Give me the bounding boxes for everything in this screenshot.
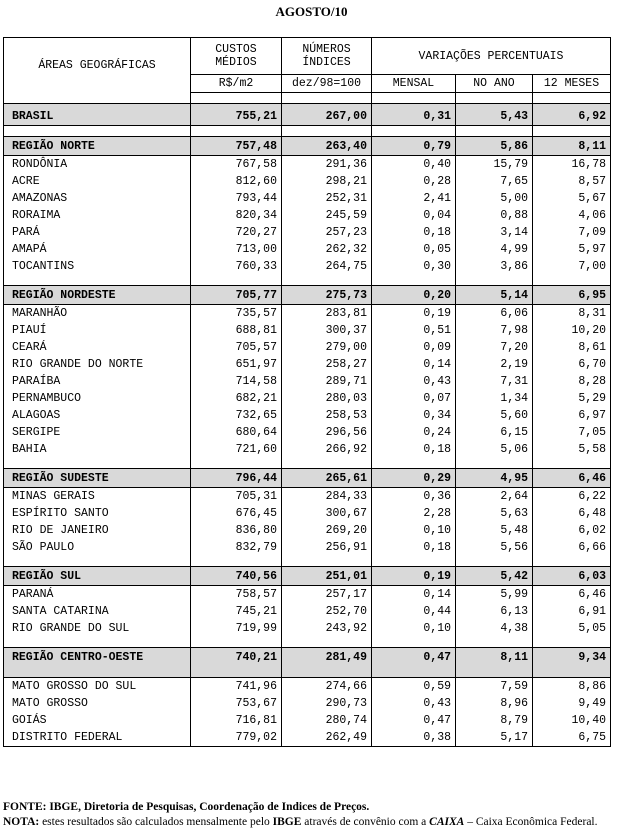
source-note: FONTE: IBGE, Diretoria de Pesquisas, Coordenação de Indices de Preços.: [3, 801, 370, 813]
spacer-row: [4, 126, 611, 137]
cell-indice: 291,36: [282, 156, 372, 174]
cell-mensal: 0,19: [372, 305, 456, 323]
cell-custo: 651,97: [191, 356, 282, 373]
cell-name: MARANHÃO: [4, 305, 191, 323]
spacer-row: [4, 93, 611, 104]
cell-indice: 296,56: [282, 424, 372, 441]
cell-name: BAHIA: [4, 441, 191, 458]
state-row: [4, 603, 611, 620]
cell-name: PARAÍBA: [4, 373, 191, 390]
cell-name: PIAUÍ: [4, 322, 191, 339]
methodology-note: NOTA: estes resultados são calculados mensalmente pelo IBGE através de convênio com a CAIXA – Caixa Econômica Federal.: [3, 816, 598, 828]
cell-name: SERGIPE: [4, 424, 191, 441]
cell-custo: 705,57: [191, 339, 282, 356]
cell-meses12: 7,09: [533, 224, 611, 241]
state-row: [4, 224, 611, 241]
cell-custo: 832,79: [191, 539, 282, 556]
cell-custo: 732,65: [191, 407, 282, 424]
cell-indice: 280,03: [282, 390, 372, 407]
header-numeros: NÚMEROS ÍNDICES: [282, 38, 372, 75]
cell-name: ALAGOAS: [4, 407, 191, 424]
cell-mensal: 0,18: [372, 539, 456, 556]
cell-ano: 7,98: [456, 322, 533, 339]
cell-custo: 676,45: [191, 505, 282, 522]
cell-indice: 262,49: [282, 729, 372, 747]
cell-meses12: 6,92: [533, 104, 611, 126]
cell-meses12: 9,49: [533, 695, 611, 712]
cell-indice: 284,33: [282, 488, 372, 506]
cell-name: ESPÍRITO SANTO: [4, 505, 191, 522]
cell-meses12: 8,86: [533, 678, 611, 696]
header-custos-unit: R$/m2: [191, 75, 282, 93]
cost-table: [3, 37, 611, 747]
cell-mensal: 0,18: [372, 441, 456, 458]
cell-custo: 753,67: [191, 695, 282, 712]
cell-name: DISTRITO FEDERAL: [4, 729, 191, 747]
cell-ano: 5,00: [456, 190, 533, 207]
cell-indice: 265,61: [282, 469, 372, 488]
cell-ano: 5,48: [456, 522, 533, 539]
cell-mensal: 0,38: [372, 729, 456, 747]
cell-mensal: 0,59: [372, 678, 456, 696]
cell-ano: 6,15: [456, 424, 533, 441]
cell-name: RORAIMA: [4, 207, 191, 224]
header-numeros-unit: dez/98=100: [282, 75, 372, 93]
cell-custo: 812,60: [191, 173, 282, 190]
cell-custo: 741,96: [191, 678, 282, 696]
cell-meses12: 6,03: [533, 567, 611, 586]
cell-ano: 5,63: [456, 505, 533, 522]
cell-custo: 680,64: [191, 424, 282, 441]
cell-meses12: 8,28: [533, 373, 611, 390]
cell-name: MATO GROSSO DO SUL: [4, 678, 191, 696]
cell-custo: 758,57: [191, 586, 282, 604]
cell-indice: 281,49: [282, 648, 372, 678]
cell-mensal: 0,79: [372, 137, 456, 156]
cell-name: BRASIL: [4, 104, 191, 126]
cell-custo: 755,21: [191, 104, 282, 126]
cell-ano: 8,11: [456, 648, 533, 678]
state-row: [4, 695, 611, 712]
region-total-row: [4, 567, 611, 586]
cell-indice: 280,74: [282, 712, 372, 729]
state-row: [4, 390, 611, 407]
cell-mensal: 0,44: [372, 603, 456, 620]
state-row: [4, 678, 611, 696]
cell-indice: 243,92: [282, 620, 372, 637]
cell-meses12: 8,31: [533, 305, 611, 323]
cell-ano: 8,96: [456, 695, 533, 712]
cell-name: REGIÃO SUL: [4, 567, 191, 586]
cell-mensal: 0,43: [372, 695, 456, 712]
cell-custo: 705,31: [191, 488, 282, 506]
cell-meses12: 6,97: [533, 407, 611, 424]
state-row: [4, 241, 611, 258]
cell-mensal: 0,51: [372, 322, 456, 339]
cell-name: AMAZONAS: [4, 190, 191, 207]
cell-mensal: 0,10: [372, 620, 456, 637]
cell-mensal: 0,19: [372, 567, 456, 586]
cell-custo: 767,58: [191, 156, 282, 174]
cell-name: RIO GRANDE DO SUL: [4, 620, 191, 637]
cell-indice: 258,53: [282, 407, 372, 424]
cell-mensal: 0,14: [372, 356, 456, 373]
cell-mensal: 0,34: [372, 407, 456, 424]
state-row: [4, 373, 611, 390]
cell-mensal: 0,36: [372, 488, 456, 506]
cell-ano: 5,60: [456, 407, 533, 424]
cell-mensal: 0,47: [372, 712, 456, 729]
cell-custo: 820,34: [191, 207, 282, 224]
state-row: [4, 305, 611, 323]
cell-name: REGIÃO CENTRO-OESTE: [4, 648, 191, 678]
state-row: [4, 207, 611, 224]
cell-indice: 251,01: [282, 567, 372, 586]
cell-ano: 3,86: [456, 258, 533, 275]
cell-name: GOIÁS: [4, 712, 191, 729]
cell-ano: 5,43: [456, 104, 533, 126]
cell-mensal: 0,30: [372, 258, 456, 275]
state-row: [4, 712, 611, 729]
cell-meses12: 6,02: [533, 522, 611, 539]
state-row: [4, 356, 611, 373]
cell-indice: 252,70: [282, 603, 372, 620]
page-title: AGOSTO/10: [275, 4, 348, 19]
state-row: [4, 258, 611, 275]
state-row: [4, 407, 611, 424]
cell-ano: 5,42: [456, 567, 533, 586]
cell-mensal: 0,43: [372, 373, 456, 390]
cell-ano: 4,38: [456, 620, 533, 637]
cell-custo: 740,21: [191, 648, 282, 678]
cell-indice: 283,81: [282, 305, 372, 323]
state-row: [4, 522, 611, 539]
cell-ano: 7,65: [456, 173, 533, 190]
cell-name: PERNAMBUCO: [4, 390, 191, 407]
cell-name: SÃO PAULO: [4, 539, 191, 556]
cell-custo: 760,33: [191, 258, 282, 275]
cell-name: MINAS GERAIS: [4, 488, 191, 506]
cell-custo: 757,48: [191, 137, 282, 156]
header-areas: ÁREAS GEOGRÁFICAS: [4, 38, 191, 93]
state-row: [4, 620, 611, 637]
cell-indice: 300,37: [282, 322, 372, 339]
region-total-row: [4, 286, 611, 305]
state-row: [4, 156, 611, 174]
spacer-row: [4, 556, 611, 567]
cell-mensal: 2,41: [372, 190, 456, 207]
cell-ano: 4,99: [456, 241, 533, 258]
state-row: [4, 586, 611, 604]
cell-name: SANTA CATARINA: [4, 603, 191, 620]
cell-indice: 257,23: [282, 224, 372, 241]
cell-ano: 4,95: [456, 469, 533, 488]
cell-meses12: 6,48: [533, 505, 611, 522]
cell-mensal: 0,20: [372, 286, 456, 305]
cell-ano: 0,88: [456, 207, 533, 224]
cell-ano: 7,20: [456, 339, 533, 356]
cell-meses12: 7,05: [533, 424, 611, 441]
header-12-meses: 12 MESES: [533, 75, 611, 93]
cell-mensal: 0,10: [372, 522, 456, 539]
brasil-row: [4, 104, 611, 126]
cell-ano: 5,06: [456, 441, 533, 458]
cell-name: REGIÃO NORDESTE: [4, 286, 191, 305]
cell-custo: 714,58: [191, 373, 282, 390]
state-row: [4, 441, 611, 458]
cell-indice: 290,73: [282, 695, 372, 712]
cell-name: REGIÃO SUDESTE: [4, 469, 191, 488]
header-no-ano: NO ANO: [456, 75, 533, 93]
cell-meses12: 6,66: [533, 539, 611, 556]
cell-indice: 264,75: [282, 258, 372, 275]
cell-ano: 2,64: [456, 488, 533, 506]
cell-name: RONDÔNIA: [4, 156, 191, 174]
cell-indice: 279,00: [282, 339, 372, 356]
cell-name: TOCANTINS: [4, 258, 191, 275]
state-row: [4, 173, 611, 190]
cell-mensal: 0,24: [372, 424, 456, 441]
cell-ano: 5,86: [456, 137, 533, 156]
cell-meses12: 8,11: [533, 137, 611, 156]
cell-name: RIO GRANDE DO NORTE: [4, 356, 191, 373]
cell-mensal: 0,18: [372, 224, 456, 241]
cell-ano: 5,99: [456, 586, 533, 604]
header-mensal: MENSAL: [372, 75, 456, 93]
cell-indice: 289,71: [282, 373, 372, 390]
cell-meses12: 5,58: [533, 441, 611, 458]
cell-meses12: 6,91: [533, 603, 611, 620]
cell-custo: 682,21: [191, 390, 282, 407]
cell-name: PARANÁ: [4, 586, 191, 604]
cell-meses12: 4,06: [533, 207, 611, 224]
cell-mensal: 0,47: [372, 648, 456, 678]
cell-indice: 252,31: [282, 190, 372, 207]
state-row: [4, 190, 611, 207]
cell-mensal: 0,07: [372, 390, 456, 407]
cell-name: PARÁ: [4, 224, 191, 241]
cell-mensal: 0,05: [372, 241, 456, 258]
cell-custo: 779,02: [191, 729, 282, 747]
cell-name: CEARÁ: [4, 339, 191, 356]
state-row: [4, 488, 611, 506]
spacer-row: [4, 275, 611, 286]
cell-indice: 257,17: [282, 586, 372, 604]
spacer-row: [4, 637, 611, 648]
cell-custo: 688,81: [191, 322, 282, 339]
cell-ano: 7,31: [456, 373, 533, 390]
cell-meses12: 7,00: [533, 258, 611, 275]
cell-ano: 7,59: [456, 678, 533, 696]
region-total-row: [4, 648, 611, 678]
cell-meses12: 6,46: [533, 586, 611, 604]
cell-custo: 796,44: [191, 469, 282, 488]
cell-meses12: 6,95: [533, 286, 611, 305]
cell-indice: 269,20: [282, 522, 372, 539]
cell-ano: 6,06: [456, 305, 533, 323]
cell-mensal: 0,14: [372, 586, 456, 604]
cell-mensal: 0,31: [372, 104, 456, 126]
cell-meses12: 10,20: [533, 322, 611, 339]
cell-indice: 266,92: [282, 441, 372, 458]
cell-meses12: 16,78: [533, 156, 611, 174]
cell-custo: 719,99: [191, 620, 282, 637]
cell-mensal: 0,04: [372, 207, 456, 224]
cell-custo: 740,56: [191, 567, 282, 586]
cell-custo: 836,80: [191, 522, 282, 539]
region-total-row: [4, 137, 611, 156]
header-variacoes: VARIAÇÕES PERCENTUAIS: [372, 38, 611, 75]
cell-meses12: 8,61: [533, 339, 611, 356]
cell-indice: 258,27: [282, 356, 372, 373]
cell-custo: 721,60: [191, 441, 282, 458]
cell-meses12: 10,40: [533, 712, 611, 729]
cell-indice: 298,21: [282, 173, 372, 190]
cell-custo: 713,00: [191, 241, 282, 258]
cell-indice: 274,66: [282, 678, 372, 696]
cell-ano: 5,17: [456, 729, 533, 747]
cell-custo: 716,81: [191, 712, 282, 729]
state-row: [4, 729, 611, 747]
cell-mensal: 0,29: [372, 469, 456, 488]
cell-ano: 3,14: [456, 224, 533, 241]
cell-name: AMAPÁ: [4, 241, 191, 258]
cell-meses12: 5,29: [533, 390, 611, 407]
cell-mensal: 0,40: [372, 156, 456, 174]
cell-indice: 245,59: [282, 207, 372, 224]
cell-meses12: 5,67: [533, 190, 611, 207]
cell-ano: 5,56: [456, 539, 533, 556]
cell-ano: 2,19: [456, 356, 533, 373]
cell-ano: 8,79: [456, 712, 533, 729]
header-custos: CUSTOS MÉDIOS: [191, 38, 282, 75]
cell-name: ACRE: [4, 173, 191, 190]
cell-name: REGIÃO NORTE: [4, 137, 191, 156]
spacer-row: [4, 458, 611, 469]
cell-meses12: 6,70: [533, 356, 611, 373]
cell-name: MATO GROSSO: [4, 695, 191, 712]
cell-meses12: 6,22: [533, 488, 611, 506]
state-row: [4, 505, 611, 522]
state-row: [4, 322, 611, 339]
cell-meses12: 6,46: [533, 469, 611, 488]
cell-ano: 6,13: [456, 603, 533, 620]
cell-ano: 15,79: [456, 156, 533, 174]
region-total-row: [4, 469, 611, 488]
cell-meses12: 8,57: [533, 173, 611, 190]
cell-indice: 262,32: [282, 241, 372, 258]
cell-custo: 745,21: [191, 603, 282, 620]
cell-meses12: 9,34: [533, 648, 611, 678]
state-row: [4, 424, 611, 441]
cell-custo: 793,44: [191, 190, 282, 207]
cell-meses12: 5,97: [533, 241, 611, 258]
cell-mensal: 0,09: [372, 339, 456, 356]
cell-indice: 263,40: [282, 137, 372, 156]
footnotes: [3, 800, 598, 830]
cell-custo: 735,57: [191, 305, 282, 323]
cell-custo: 705,77: [191, 286, 282, 305]
cell-ano: 1,34: [456, 390, 533, 407]
cell-meses12: 5,05: [533, 620, 611, 637]
state-row: [4, 539, 611, 556]
state-row: [4, 339, 611, 356]
cell-indice: 300,67: [282, 505, 372, 522]
cell-mensal: 2,28: [372, 505, 456, 522]
cell-name: RIO DE JANEIRO: [4, 522, 191, 539]
cell-ano: 5,14: [456, 286, 533, 305]
cell-mensal: 0,28: [372, 173, 456, 190]
cell-meses12: 6,75: [533, 729, 611, 747]
cell-custo: 720,27: [191, 224, 282, 241]
cell-indice: 267,00: [282, 104, 372, 126]
cell-indice: 275,73: [282, 286, 372, 305]
cell-indice: 256,91: [282, 539, 372, 556]
